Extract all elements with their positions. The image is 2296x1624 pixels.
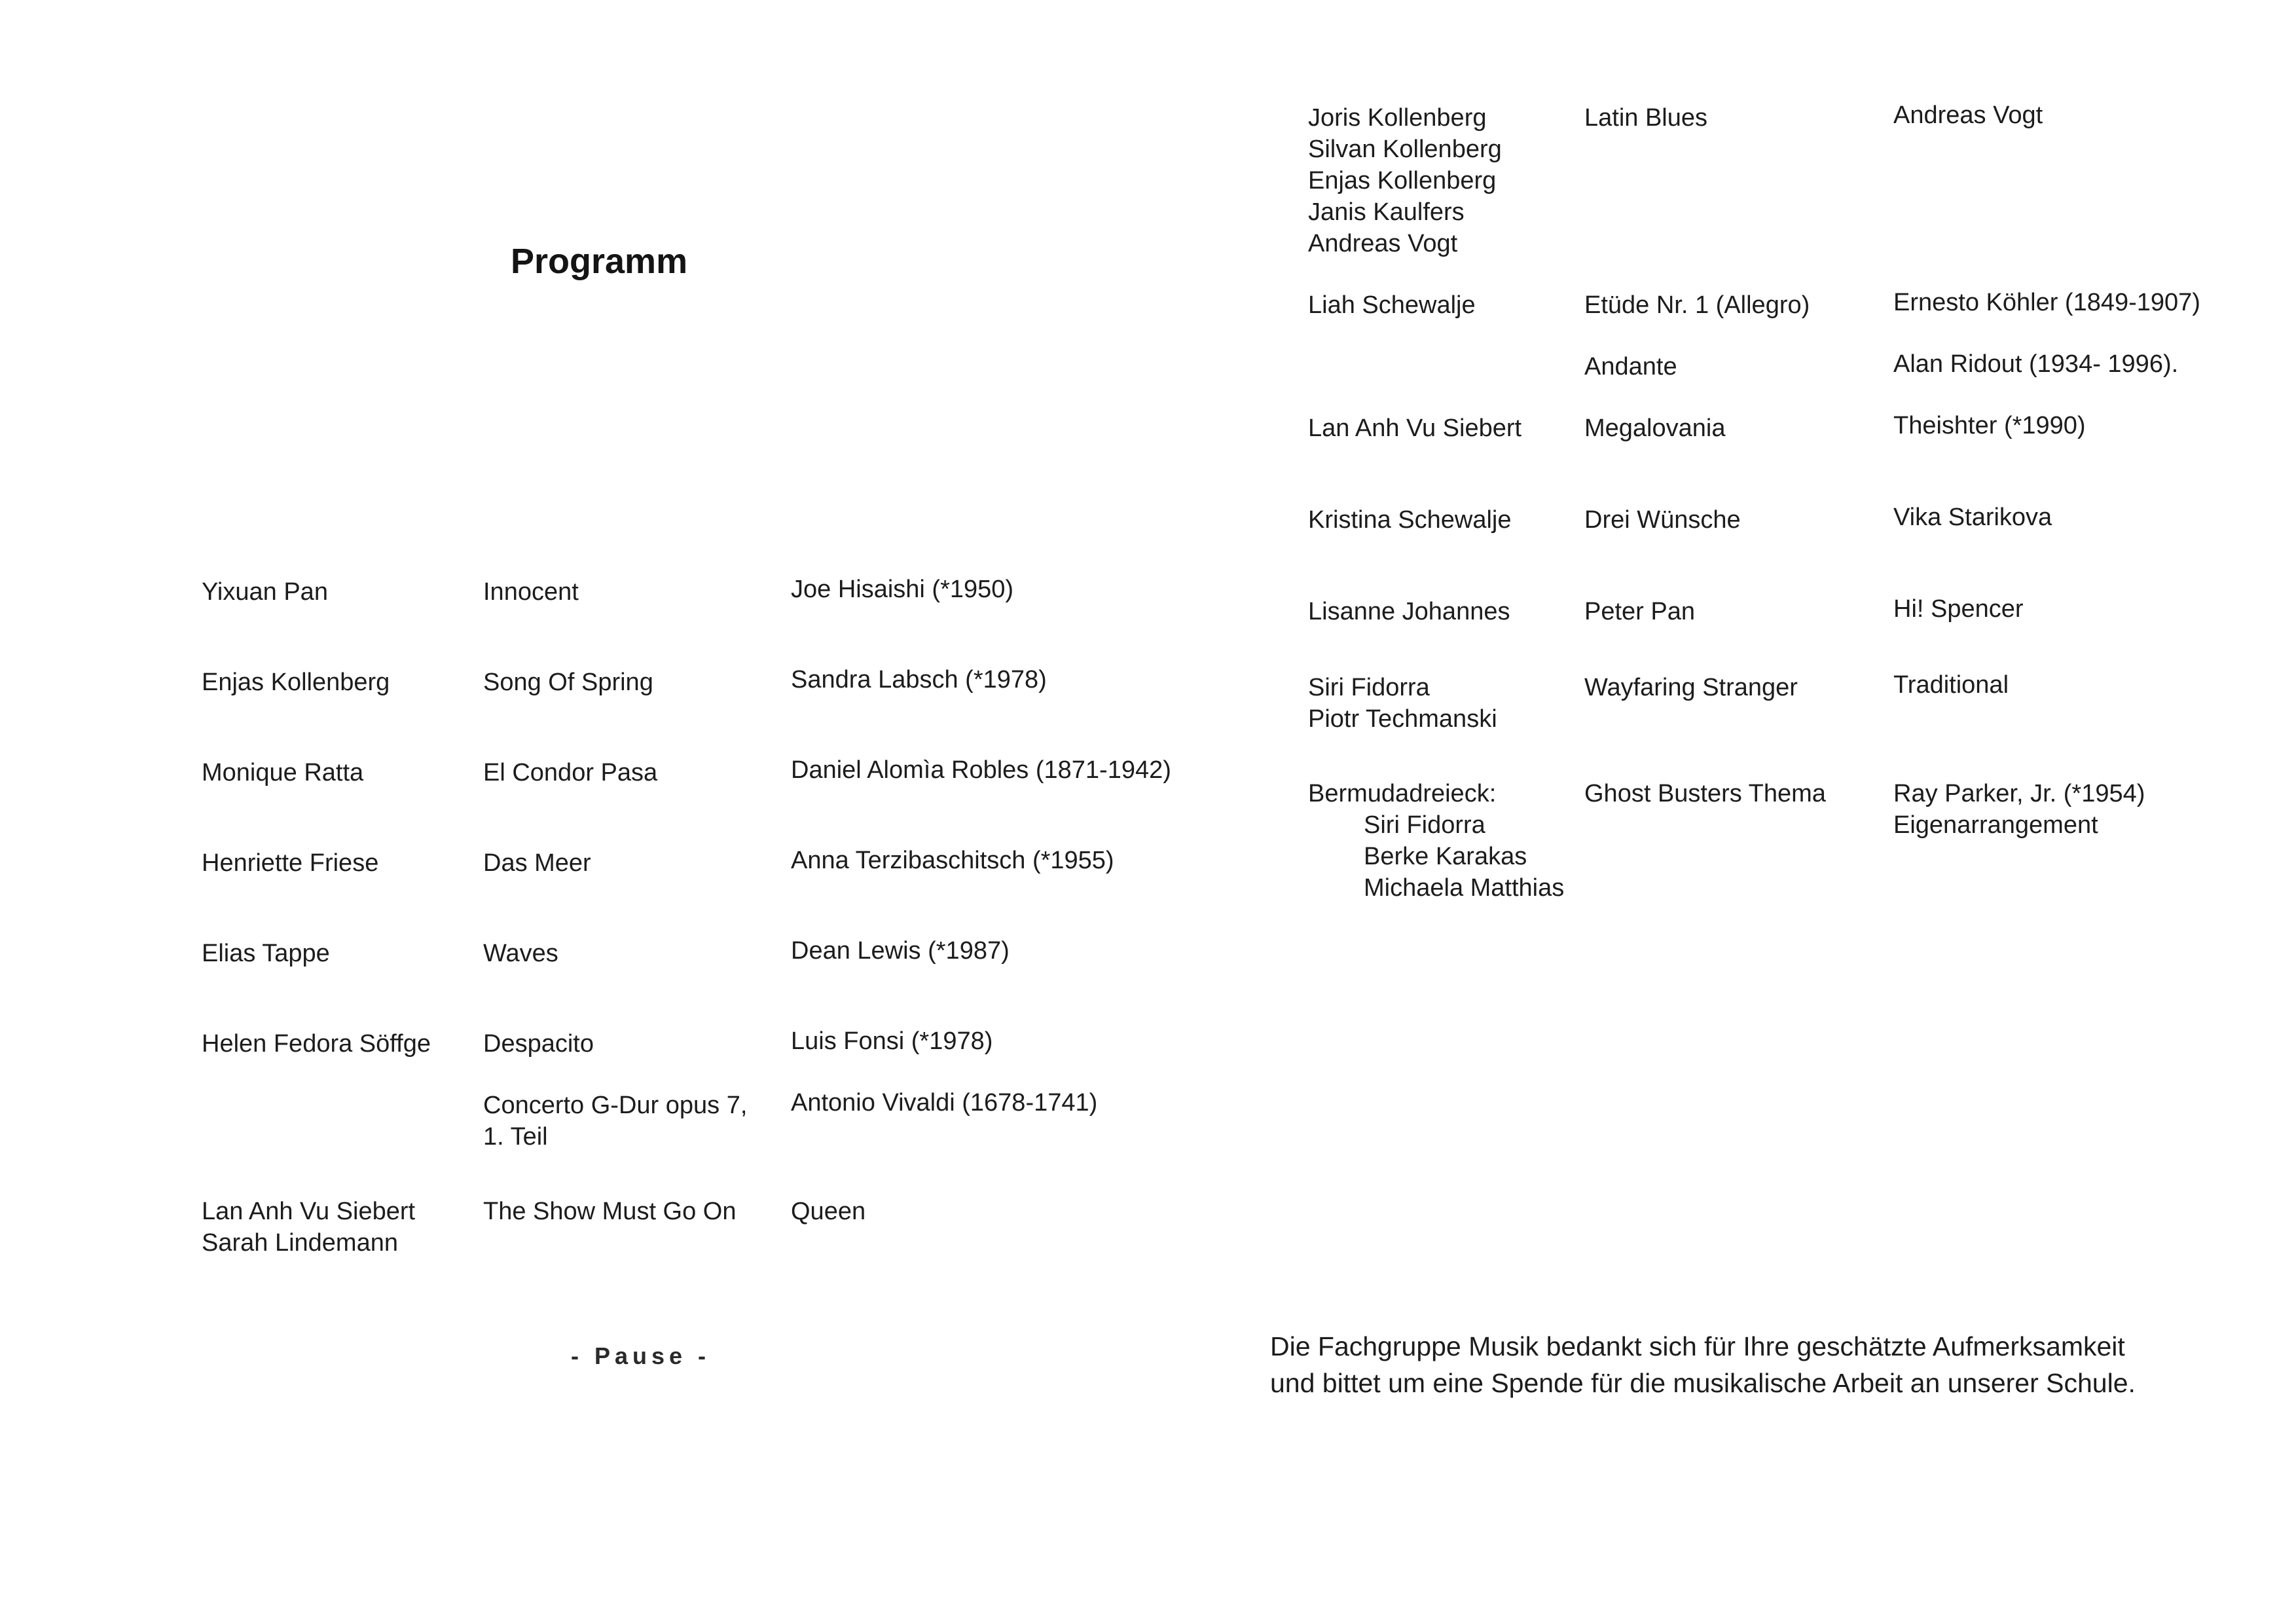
performer-column xyxy=(202,938,330,969)
performer-name: Yixuan Pan xyxy=(202,578,328,606)
piece-column xyxy=(1584,413,1725,444)
composer-name: Ernesto Köhler (1849-1907) xyxy=(1893,289,2200,316)
piece-column xyxy=(483,1090,765,1153)
piece-column xyxy=(1584,504,1741,536)
composer-name: Dean Lewis (*1987) xyxy=(791,937,1010,965)
performer-column xyxy=(202,1028,431,1060)
piece-column xyxy=(1584,351,1677,382)
performer-name: Enjas Kollenberg xyxy=(1308,167,1497,194)
performer-column xyxy=(202,576,328,608)
composer-name: Queen xyxy=(791,1198,866,1225)
performer-name: Michaela Matthias xyxy=(1364,874,1565,902)
performer-name: Monique Ratta xyxy=(202,759,364,786)
composer-column xyxy=(791,664,1047,695)
composer-name: Luis Fonsi (*1978) xyxy=(791,1027,993,1055)
performer-name: Silvan Kollenberg xyxy=(1308,136,1502,163)
piece-title: Concerto G-Dur opus 7, 1. Teil xyxy=(483,1092,748,1151)
performer-name: Siri Fidorra xyxy=(1308,674,1430,701)
performer-column xyxy=(1308,778,1564,904)
piece-title: Latin Blues xyxy=(1584,104,1708,132)
performer-name: Andreas Vogt xyxy=(1308,230,1458,257)
closing-line: Die Fachgruppe Musik bedankt sich für Ihre geschätzte Aufmerksamkeit xyxy=(1270,1331,2125,1361)
piece-title: Despacito xyxy=(483,1030,594,1058)
composer-column xyxy=(791,845,1114,876)
composer-column xyxy=(791,754,1171,786)
performer-name: Elias Tappe xyxy=(202,940,330,967)
piece-title: Megalovania xyxy=(1584,415,1726,442)
performer-column xyxy=(1308,102,1502,259)
composer-column xyxy=(1893,502,2052,533)
page-title: Programm xyxy=(511,242,688,281)
composer-column xyxy=(1893,593,2024,625)
performer-name: Berke Karakas xyxy=(1364,843,1527,870)
piece-title: Drei Wünsche xyxy=(1584,506,1741,534)
performer-column xyxy=(1308,596,1510,627)
composer-name: Theishter (*1990) xyxy=(1893,412,2086,439)
composer-name: Joe Hisaishi (*1950) xyxy=(791,576,1014,603)
composer-column xyxy=(791,1196,866,1227)
performer-name: Sarah Lindemann xyxy=(202,1229,398,1257)
performer-column xyxy=(202,757,363,788)
composer-column xyxy=(1893,348,2178,380)
composer-name: Antonio Vivaldi (1678-1741) xyxy=(791,1089,1098,1116)
composer-column xyxy=(791,574,1013,605)
performer-column xyxy=(1308,672,1497,735)
performer-name: Lan Anh Vu Siebert xyxy=(1308,415,1522,442)
piece-column xyxy=(1584,672,1798,703)
piece-column xyxy=(483,1196,765,1227)
composer-name: Vika Starikova xyxy=(1893,504,2052,531)
composer-name: Sandra Labsch (*1978) xyxy=(791,666,1047,693)
performer-name: Helen Fedora Söffge xyxy=(202,1030,431,1058)
closing-message xyxy=(1270,1328,2136,1401)
performer-column xyxy=(202,667,390,698)
piece-title: The Show Must Go On xyxy=(483,1198,737,1225)
performer-name: Kristina Schewalje xyxy=(1308,506,1512,534)
piece-column xyxy=(1584,102,1707,134)
piece-title: Etüde Nr. 1 (Allegro) xyxy=(1584,291,1810,319)
performer-name: Lisanne Johannes xyxy=(1308,598,1510,625)
piece-column xyxy=(1584,778,1826,809)
piece-column xyxy=(483,576,765,608)
performer-name: Siri Fidorra xyxy=(1364,811,1485,839)
performer-name: Piotr Techmanski xyxy=(1308,705,1497,733)
piece-title: Waves xyxy=(483,940,558,967)
performer-column xyxy=(1308,289,1476,321)
performer-name: Enjas Kollenberg xyxy=(202,669,390,696)
piece-column xyxy=(483,1028,765,1060)
performer-column xyxy=(1308,413,1522,444)
piece-title: El Condor Pasa xyxy=(483,759,658,786)
performer-name: Joris Kollenberg xyxy=(1308,104,1487,132)
closing-line: und bittet um eine Spende für die musikalische Arbeit an unserer Schule. xyxy=(1270,1368,2136,1398)
ensemble-name: Bermudadreieck: xyxy=(1308,780,1497,807)
performer-column xyxy=(202,847,378,879)
pause-label: - Pause - xyxy=(571,1342,711,1369)
composer-column xyxy=(1893,100,2043,131)
piece-title: Innocent xyxy=(483,578,579,606)
composer-name: Hi! Spencer xyxy=(1893,595,2024,623)
piece-column xyxy=(483,667,765,698)
piece-title: Ghost Busters Thema xyxy=(1584,780,1826,807)
composer-name: Ray Parker, Jr. (*1954) xyxy=(1893,780,2145,807)
composer-name: Alan Ridout (1934- 1996). xyxy=(1893,350,2179,378)
composer-name: Andreas Vogt xyxy=(1893,101,2043,129)
piece-column xyxy=(1584,596,1695,627)
composer-column xyxy=(791,1087,1097,1118)
composer-column xyxy=(791,1025,993,1057)
performer-column xyxy=(1308,504,1511,536)
piece-title: Song Of Spring xyxy=(483,669,653,696)
performer-name: Lan Anh Vu Siebert xyxy=(202,1198,416,1225)
composer-name: Anna Terzibaschitsch (*1955) xyxy=(791,847,1114,874)
piece-column xyxy=(483,847,765,879)
piece-title: Peter Pan xyxy=(1584,598,1695,625)
arrangement-note: Eigenarrangement xyxy=(1893,811,2098,839)
composer-column xyxy=(791,935,1010,967)
piece-column xyxy=(483,938,765,969)
composer-name: Daniel Alomìa Robles (1871-1942) xyxy=(791,756,1171,784)
piece-title: Andante xyxy=(1584,353,1677,380)
piece-title: Das Meer xyxy=(483,849,591,877)
performer-name: Liah Schewalje xyxy=(1308,291,1476,319)
composer-column xyxy=(1893,669,2009,701)
piece-title: Wayfaring Stranger xyxy=(1584,674,1798,701)
performer-name: Janis Kaulfers xyxy=(1308,198,1465,226)
composer-column xyxy=(1893,410,2086,441)
piece-column xyxy=(483,757,765,788)
composer-name: Traditional xyxy=(1893,671,2009,699)
composer-column xyxy=(1893,287,2200,318)
piece-column xyxy=(1584,289,1810,321)
performer-column xyxy=(202,1196,415,1259)
composer-column xyxy=(1893,778,2145,841)
performer-name: Henriette Friese xyxy=(202,849,379,877)
